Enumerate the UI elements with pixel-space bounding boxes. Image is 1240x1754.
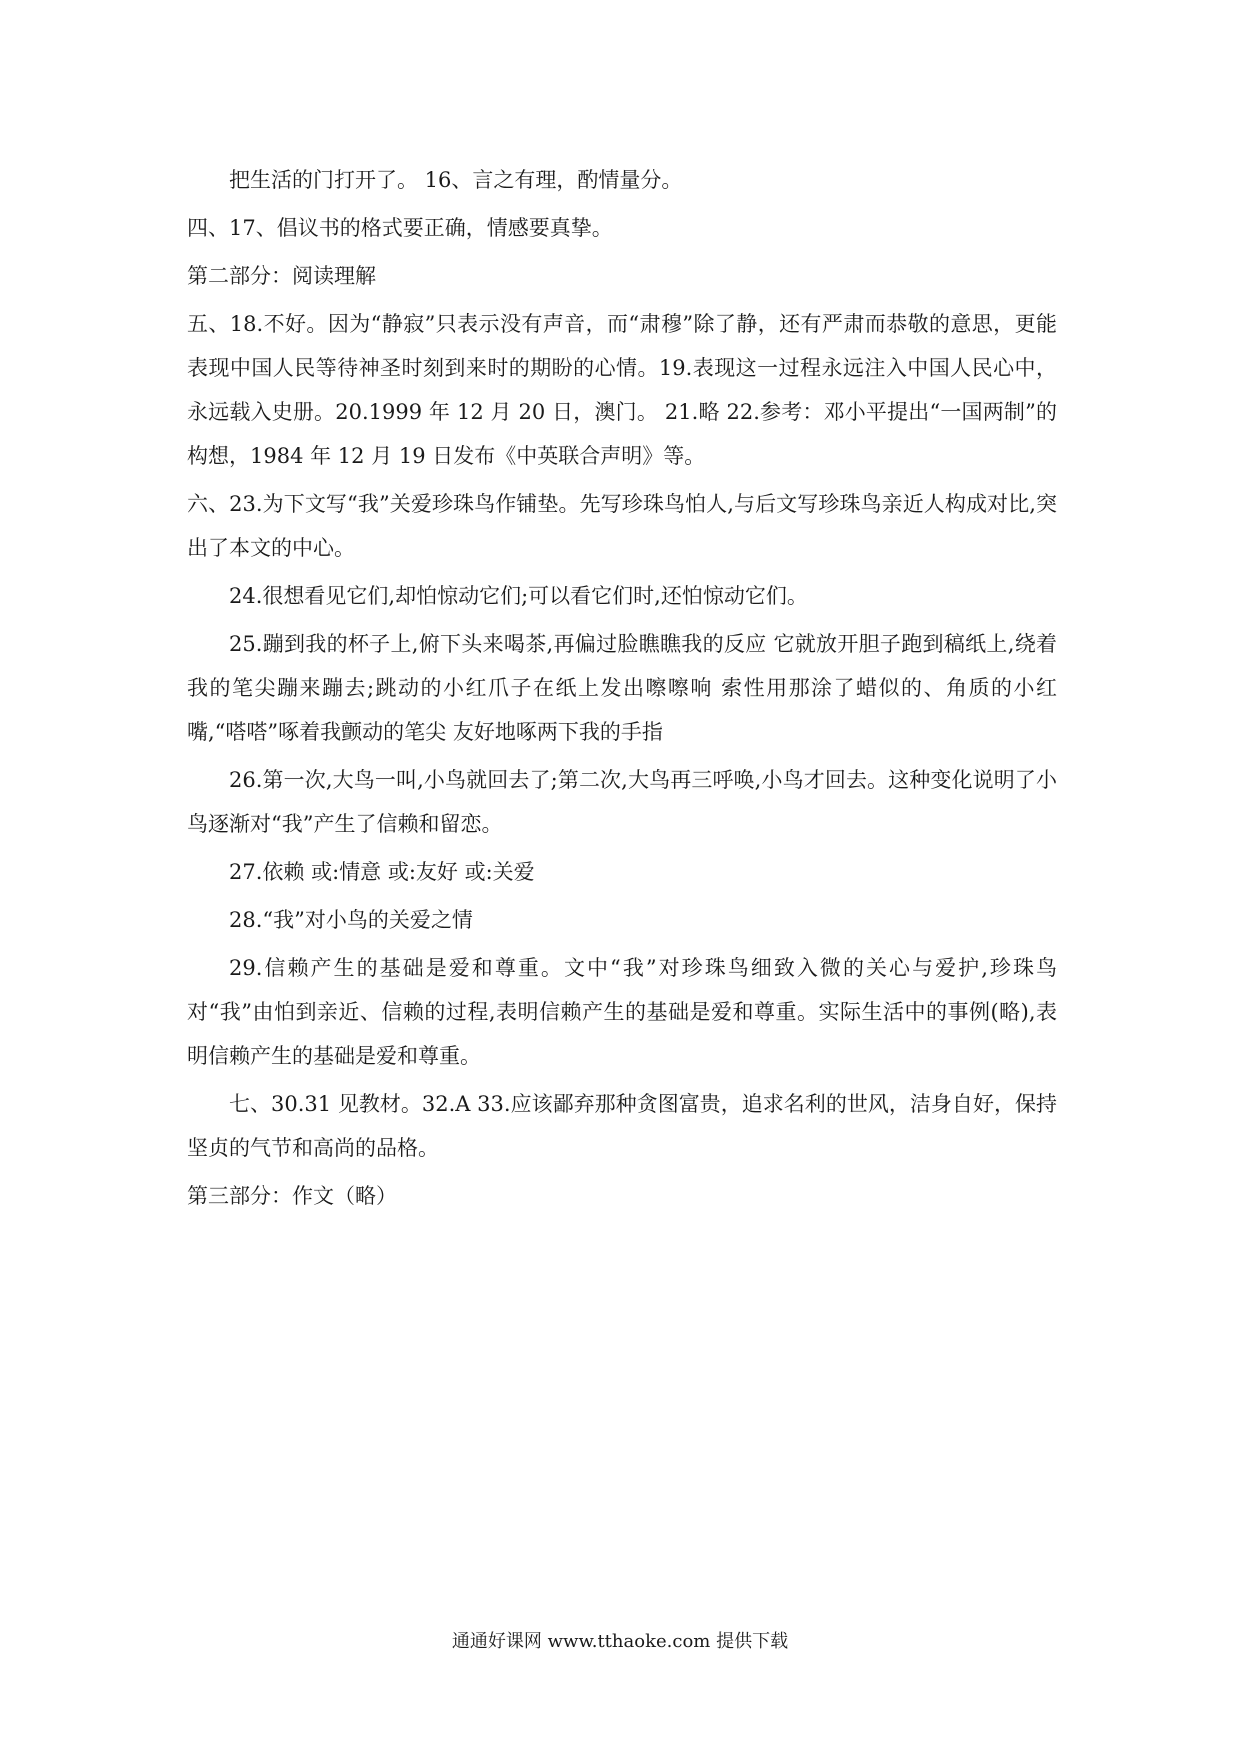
answer-q28: 28.“我”对小鸟的关爱之情 <box>229 908 473 932</box>
page-footer: 通通好课网 www.tthaoke.com 提供下载 <box>451 1631 789 1652</box>
answer-section-4: 四、17、倡议书的格式要正确，情感要真挚。 <box>187 216 613 240</box>
answer-q26: 26.第一次,大鸟一叫,小鸟就回去了;第二次,大鸟再三呼唤,小鸟才回去。这种变化说明了小鸟逐渐对“我”产生了信赖和留恋。 <box>187 768 1057 836</box>
answer-q27: 27.依赖 或:情意 或:友好 或:关爱 <box>229 860 535 884</box>
part-three-heading: 第三部分：作文（略） <box>187 1184 397 1208</box>
answer-section-7: 七、30.31 见教材。32.A 33.应该鄙弃那种贪图富贵，追求名利的世风，洁身自好，保持坚贞的气节和高尚的品格。 <box>187 1092 1057 1160</box>
answer-section-5: 五、18.不好。因为“静寂”只表示没有声音，而“肃穆”除了静，还有严肃而恭敬的意思，更能表现中国人民等待神圣时刻到来时的期盼的心情。19.表现这一过程永远注入中国人民心中，永远载入史册。20.1999 年 12 月 20 日，澳门。 21.略 22.参考：邓小平提出“一国两制”的构想，1984 年 12 月 19 日发布《中英联合声明》等。 <box>187 312 1057 468</box>
answer-key-content <box>187 158 1057 1222</box>
answer-line-continuation: 把生活的门打开了。 16、言之有理，酌情量分。 <box>229 168 683 192</box>
answer-q25: 25.蹦到我的杯子上,俯下头来喝茶,再偏过脸瞧瞧我的反应 它就放开胆子跑到稿纸上,绕着我的笔尖蹦来蹦去;跳动的小红爪子在纸上发出嚓嚓响 索性用那涂了蜡似的、角质的小红嘴,“嗒嗒”啄着我颤动的笔尖 友好地啄两下我的手指 <box>187 632 1057 744</box>
part-two-heading: 第二部分：阅读理解 <box>187 264 376 288</box>
answer-section-6-q23: 六、23.为下文写“我”关爱珍珠鸟作铺垫。先写珍珠鸟怕人,与后文写珍珠鸟亲近人构成对比,突出了本文的中心。 <box>187 492 1057 560</box>
answer-q24: 24.很想看见它们,却怕惊动它们;可以看它们时,还怕惊动它们。 <box>229 584 808 608</box>
answer-q29: 29.信赖产生的基础是爱和尊重。文中“我”对珍珠鸟细致入微的关心与爱护,珍珠鸟对“我”由怕到亲近、信赖的过程,表明信赖产生的基础是爱和尊重。实际生活中的事例(略),表明信赖产生的基础是爱和尊重。 <box>187 956 1057 1068</box>
